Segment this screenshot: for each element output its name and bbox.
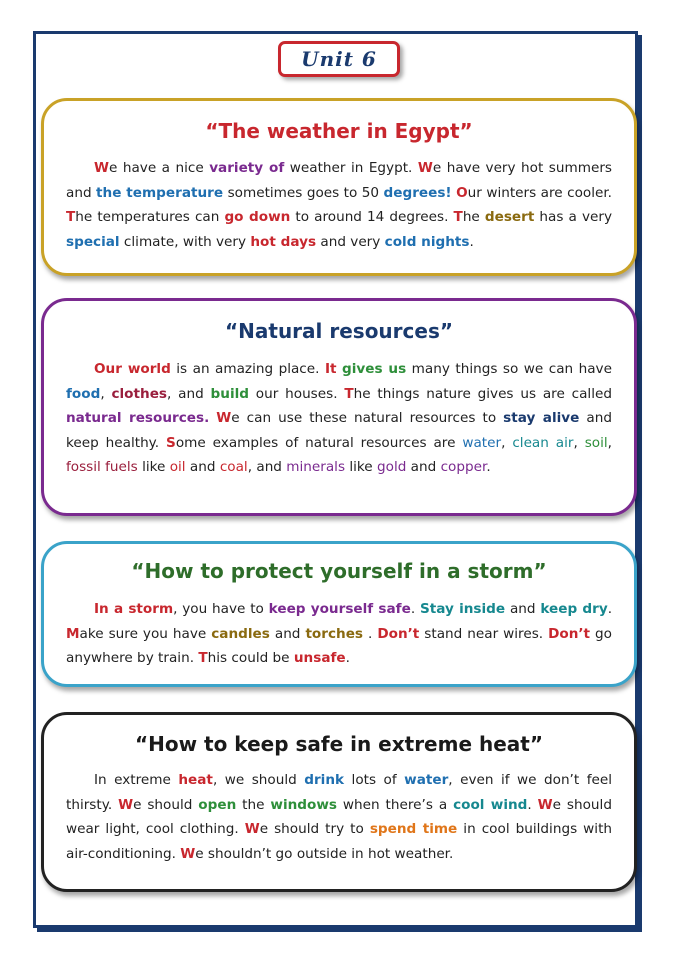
body-text: , — [501, 434, 513, 451]
card-title: “The weather in Egypt” — [205, 119, 473, 143]
highlight-text: gold — [377, 459, 407, 475]
body-text: e should — [133, 796, 199, 813]
body-text: he — [462, 209, 485, 225]
highlight-text: spend time — [369, 821, 458, 837]
body-text: ake sure you have — [79, 625, 212, 642]
body-text: e should wear light, cool clothing. — [66, 796, 612, 837]
highlight-text: natural resources. — [66, 410, 210, 426]
card-paragraph — [66, 597, 612, 671]
highlight-text: S — [166, 434, 176, 451]
highlight-text: the temperature — [96, 184, 224, 201]
highlight-text: coal — [219, 459, 248, 475]
highlight-text: degrees! — [383, 184, 452, 201]
body-text: stand near wires. — [419, 625, 549, 642]
body-text: to around 14 degrees. — [290, 209, 454, 225]
body-text: he temperatures can — [75, 209, 225, 225]
body-text: climate, with very — [119, 233, 251, 250]
highlight-text: keep dry — [540, 601, 608, 617]
highlight-text: T — [453, 209, 463, 225]
highlight-text: cool wind — [453, 796, 528, 813]
body-text: e have a nice — [109, 160, 210, 176]
body-text: . — [486, 459, 491, 475]
highlight-text: W — [244, 821, 260, 837]
body-text: e shouldn’t go outside in hot weather. — [195, 845, 454, 862]
body-text: e can use these natural resources to — [231, 410, 504, 426]
highlight-text: T — [66, 209, 76, 225]
card-natural-resources — [41, 298, 637, 516]
highlight-text: Don’t — [377, 625, 420, 642]
body-text: when there’s a — [337, 796, 454, 813]
highlight-text: stay alive — [503, 410, 580, 426]
highlight-text: W — [216, 410, 232, 426]
body-text: . — [469, 233, 474, 250]
highlight-text: hot days — [250, 233, 317, 250]
highlight-text: fossil fuels — [66, 459, 138, 475]
card-paragraph — [66, 156, 612, 254]
highlight-text: W — [118, 796, 134, 813]
highlight-text: open — [198, 796, 237, 813]
body-text: his could be — [207, 650, 294, 666]
highlight-text: windows — [270, 796, 338, 813]
highlight-text: Don’t — [548, 625, 591, 642]
body-text: . — [607, 601, 613, 617]
highlight-text: go down — [224, 209, 291, 225]
card-weather-in-egypt — [41, 98, 637, 276]
body-text: weather in Egypt. — [284, 160, 418, 176]
body-text: , — [573, 434, 585, 451]
highlight-text: W — [94, 160, 109, 176]
body-text: , and — [167, 385, 211, 402]
body-text: , — [100, 385, 112, 402]
highlight-text: W — [417, 160, 433, 176]
highlight-text: variety of — [209, 160, 285, 176]
card-title: “How to keep safe in extreme heat” — [134, 732, 543, 756]
highlight-text: Our world — [94, 361, 171, 377]
body-text: . — [345, 650, 350, 666]
highlight-text: T — [198, 650, 208, 666]
highlight-text: In a storm — [94, 601, 174, 617]
highlight-text: special — [66, 233, 120, 250]
body-text: and very — [316, 233, 385, 250]
highlight-text: oil — [169, 459, 186, 475]
highlight-text: T — [344, 385, 354, 402]
highlight-text: water — [404, 772, 449, 788]
highlight-text: keep yourself safe — [268, 601, 411, 617]
body-text: he things nature gives us are called — [353, 385, 612, 402]
body-text: . — [363, 625, 378, 642]
card-safe-in-extreme-heat — [41, 712, 637, 892]
highlight-text: unsafe — [293, 650, 346, 666]
body-text: e have very hot summers and — [66, 160, 612, 201]
highlight-text: torches — [305, 625, 364, 642]
body-text: like — [137, 459, 170, 475]
highlight-text: W — [537, 796, 553, 813]
body-text: our houses. — [249, 385, 345, 402]
body-text: ur winters are cooler. — [467, 184, 613, 201]
highlight-text: candles — [211, 625, 270, 642]
body-text: . — [410, 601, 420, 617]
body-text: is an amazing place. — [170, 361, 325, 377]
highlight-text: clothes — [111, 385, 168, 402]
highlight-text: M — [66, 625, 80, 642]
highlight-text: desert — [484, 209, 535, 225]
highlight-text: O — [456, 184, 468, 201]
body-text: sometimes goes to 50 — [223, 184, 384, 201]
highlight-text: It — [324, 361, 337, 377]
body-text: , you have to — [173, 601, 269, 617]
highlight-text: build — [210, 385, 249, 402]
body-text: and — [505, 601, 541, 617]
highlight-text: gives us — [341, 361, 407, 377]
body-text: in cool buildings with air-conditioning. — [66, 821, 613, 862]
body-text: , and — [247, 459, 287, 475]
body-text: and — [185, 459, 220, 475]
card-protect-in-storm — [41, 541, 637, 687]
body-text: . — [527, 796, 538, 813]
body-text: , we should — [212, 772, 305, 788]
unit-badge: Unit 6 — [278, 41, 400, 77]
card-paragraph — [66, 768, 612, 866]
body-text: e should try to — [259, 821, 370, 837]
body-text: , — [607, 434, 612, 451]
body-text: has a very — [534, 209, 612, 225]
card-title: “How to protect yourself in a storm” — [131, 559, 547, 583]
highlight-text: Stay inside — [419, 601, 506, 617]
highlight-text: minerals — [286, 459, 346, 475]
highlight-text: soil — [584, 434, 608, 451]
body-text: In extreme — [94, 772, 179, 788]
card-paragraph — [66, 357, 612, 480]
body-text: and keep healthy. — [66, 410, 612, 451]
body-text: and — [269, 625, 306, 642]
body-text: many things so we can have — [406, 361, 612, 377]
card-title: “Natural resources” — [225, 319, 453, 343]
highlight-text: W — [180, 845, 196, 862]
highlight-text: water — [462, 434, 502, 451]
body-text: ome examples of natural resources are — [175, 434, 463, 451]
body-text: go anywhere by train. — [66, 625, 612, 666]
body-text: like — [345, 459, 377, 475]
body-text: , even if we don’t feel thirsty. — [66, 772, 612, 813]
highlight-text: cold nights — [384, 233, 470, 250]
highlight-text: drink — [304, 772, 345, 788]
body-text: lots of — [344, 772, 405, 788]
body-text: and — [406, 459, 441, 475]
body-text: the — [236, 796, 271, 813]
highlight-text: copper — [440, 459, 487, 475]
highlight-text: food — [66, 385, 101, 402]
highlight-text: heat — [178, 772, 213, 788]
highlight-text: clean air — [512, 434, 574, 451]
